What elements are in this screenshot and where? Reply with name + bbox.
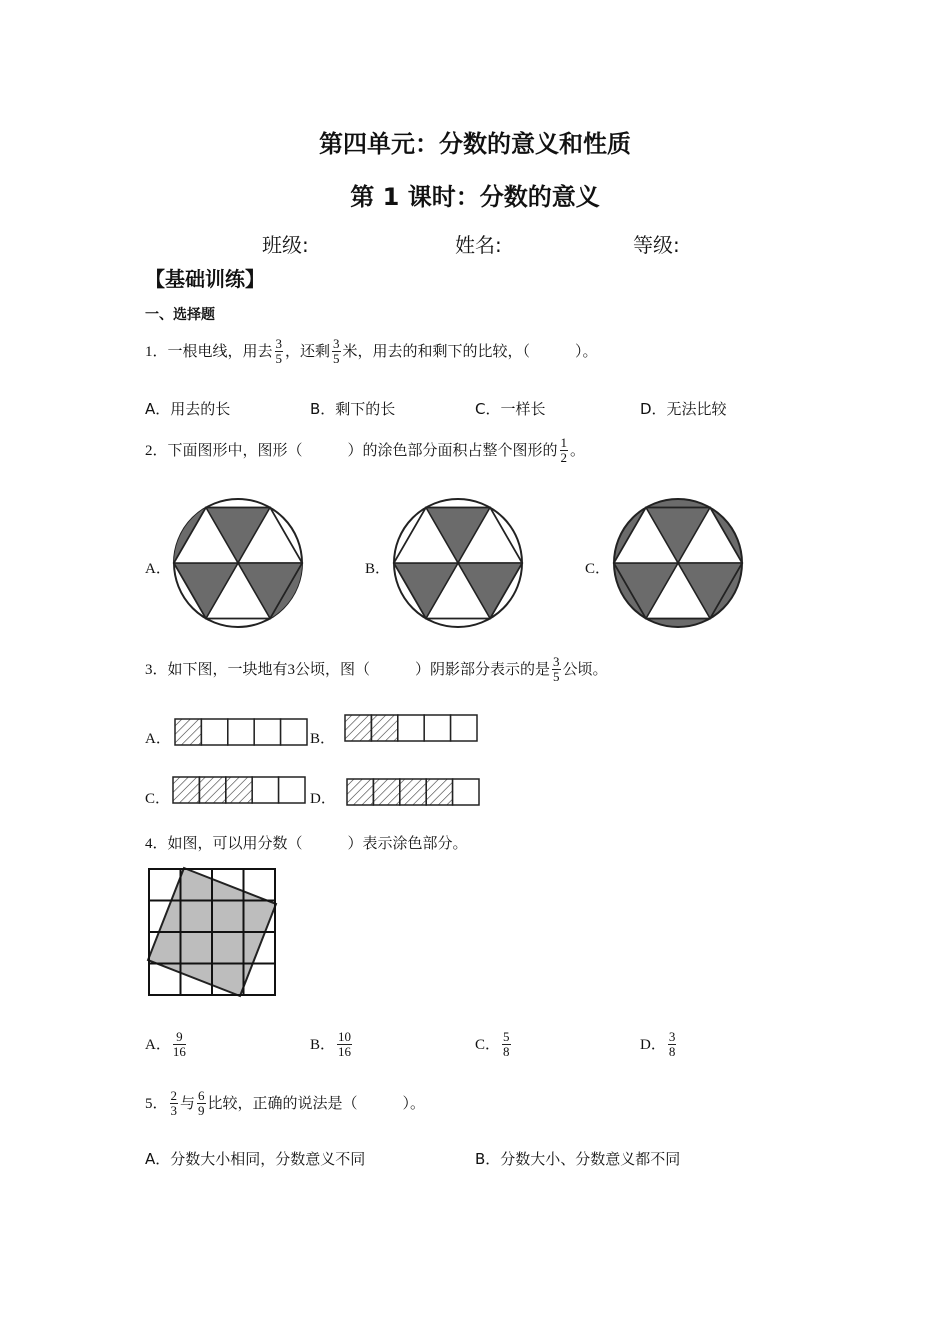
hatched-cell bbox=[226, 777, 252, 803]
q4-grid-figure bbox=[148, 868, 278, 998]
q1-option-d[interactable]: D．无法比较 bbox=[640, 400, 727, 418]
section-title: 【基础训练】 bbox=[145, 267, 265, 291]
question-4: 4．如图，可以用分数（ ）表示涂色部分。 bbox=[145, 834, 468, 852]
empty-cell bbox=[254, 719, 280, 745]
q4-option-c[interactable]: C． $\frac{5}{8}$ bbox=[475, 1029, 510, 1059]
fraction: $\frac{6}{9}$ bbox=[198, 1088, 205, 1118]
hatched-cell bbox=[426, 779, 452, 805]
hatched-cell bbox=[347, 779, 373, 805]
q2-figure-c[interactable] bbox=[610, 495, 746, 631]
fraction: $\frac{3}{5}$ bbox=[553, 654, 560, 684]
q2-label-c[interactable]: C． bbox=[585, 561, 611, 577]
q1-option-b[interactable]: B．剩下的长 bbox=[310, 400, 396, 418]
q3-bar-b[interactable] bbox=[344, 714, 480, 742]
hatched-cell bbox=[199, 777, 225, 803]
fraction: $\frac{5}{8}$ bbox=[503, 1029, 510, 1059]
hatched-cell bbox=[400, 779, 426, 805]
fraction: $\frac{10}{16}$ bbox=[338, 1029, 352, 1059]
empty-cell bbox=[453, 779, 479, 805]
name-label: 姓名: bbox=[455, 233, 502, 257]
class-label: 班级: bbox=[262, 233, 309, 257]
q3-bar-c[interactable] bbox=[172, 776, 308, 804]
empty-cell bbox=[398, 715, 424, 741]
q2-label-a[interactable]: A． bbox=[145, 561, 171, 577]
fraction: $\frac{3}{5}$ bbox=[333, 336, 340, 366]
q4-option-b[interactable]: B． $\frac{10}{16}$ bbox=[310, 1029, 352, 1059]
fraction: $\frac{3}{5}$ bbox=[275, 336, 283, 366]
q4-option-a[interactable]: A． $\frac{9}{16}$ bbox=[145, 1029, 186, 1059]
q3-label-a[interactable]: A． bbox=[145, 731, 171, 747]
grid-lines bbox=[149, 869, 275, 995]
q4-option-d[interactable]: D． $\frac{3}{8}$ bbox=[640, 1029, 676, 1059]
fraction: $\frac{1}{2}$ bbox=[560, 435, 568, 465]
empty-cell bbox=[252, 777, 278, 803]
part-title: 一、选择题 bbox=[145, 307, 215, 323]
empty-cell bbox=[451, 715, 477, 741]
q2-figure-b[interactable] bbox=[390, 495, 526, 631]
q5-option-a[interactable]: A．分数大小相同，分数意义不同 bbox=[145, 1150, 366, 1168]
hatched-cell bbox=[175, 719, 201, 745]
q3-label-c[interactable]: C． bbox=[145, 791, 171, 807]
hatched-cell bbox=[173, 777, 199, 803]
q5-option-b[interactable]: B．分数大小、分数意义都不同 bbox=[475, 1150, 681, 1168]
question-2: 2．下面图形中，图形（ ）的涂色部分面积占整个图形的 $\frac{1}{2}$ 。 bbox=[145, 435, 586, 465]
empty-cell bbox=[281, 719, 307, 745]
hatched-cell bbox=[371, 715, 397, 741]
question-1: 1．一根电线，用去 $\frac{3}{5}$ ，还剩 $\frac{3}{5}$ 米，用去的和剩下的比较，（ ）。 bbox=[145, 336, 598, 366]
empty-cell bbox=[228, 719, 254, 745]
empty-cell bbox=[279, 777, 305, 803]
question-5: 5． $\frac{2}{3}$ 与 $\frac{6}{9}$ 比较，正确的说法是（ ）。 bbox=[145, 1088, 426, 1118]
q1-option-a[interactable]: A．用去的长 bbox=[145, 400, 231, 418]
q3-label-b[interactable]: B． bbox=[310, 731, 336, 747]
hatched-cell bbox=[345, 715, 371, 741]
q3-bar-d[interactable] bbox=[346, 778, 482, 806]
fraction: $\frac{3}{8}$ bbox=[668, 1029, 676, 1059]
hatched-cell bbox=[373, 779, 399, 805]
q2-figure-a[interactable] bbox=[170, 495, 306, 631]
q3-bar-a[interactable] bbox=[174, 718, 308, 746]
fraction: $\frac{2}{3}$ bbox=[170, 1088, 178, 1118]
empty-cell bbox=[201, 719, 227, 745]
q2-label-b[interactable]: B． bbox=[365, 561, 391, 577]
grade-label: 等级: bbox=[633, 233, 680, 257]
empty-cell bbox=[424, 715, 450, 741]
q3-label-d[interactable]: D． bbox=[310, 791, 336, 807]
lesson-title: 第 1 课时：分数的意义 bbox=[350, 183, 600, 211]
q1-option-c[interactable]: C．一样长 bbox=[475, 400, 546, 418]
question-3: 3．如下图，一块地有3公顷，图（ ）阴影部分表示的是 $\frac{3}{5}$ 公顷。 bbox=[145, 654, 608, 684]
fraction: $\frac{9}{16}$ bbox=[172, 1029, 186, 1059]
unit-title: 第四单元：分数的意义和性质 bbox=[319, 130, 631, 158]
